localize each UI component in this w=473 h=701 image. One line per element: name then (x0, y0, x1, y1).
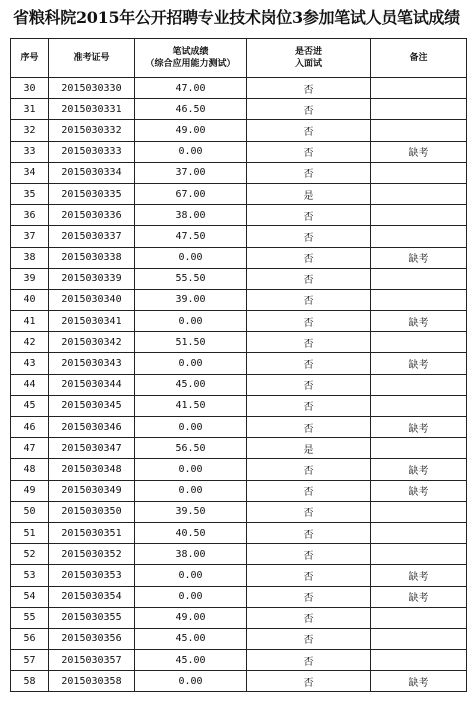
cell-score: 37.00 (135, 162, 247, 183)
table-row (11, 353, 467, 374)
cell-interview: 否 (247, 141, 371, 162)
cell-no: 38 (11, 247, 49, 268)
cell-no: 39 (11, 268, 49, 289)
cell-score: 0.00 (135, 311, 247, 332)
table-row (11, 162, 467, 183)
cell-score: 0.00 (135, 459, 247, 480)
cell-no: 57 (11, 650, 49, 671)
table-row (11, 289, 467, 310)
cell-no: 51 (11, 522, 49, 543)
cell-score: 41.50 (135, 395, 247, 416)
table-row (11, 141, 467, 162)
cell-note: 缺考 (371, 671, 467, 692)
cell-no: 30 (11, 78, 49, 99)
cell-interview: 否 (247, 332, 371, 353)
cell-score: 38.00 (135, 544, 247, 565)
cell-score: 45.00 (135, 374, 247, 395)
cell-interview: 否 (247, 417, 371, 438)
cell-score: 46.50 (135, 99, 247, 120)
cell-score: 47.50 (135, 226, 247, 247)
cell-exam-id: 2015030334 (49, 162, 135, 183)
cell-no: 40 (11, 289, 49, 310)
cell-no: 54 (11, 586, 49, 607)
cell-no: 56 (11, 628, 49, 649)
cell-interview: 否 (247, 353, 371, 374)
cell-interview: 否 (247, 628, 371, 649)
cell-note (371, 374, 467, 395)
cell-no: 36 (11, 205, 49, 226)
cell-exam-id: 2015030332 (49, 120, 135, 141)
cell-note (371, 332, 467, 353)
cell-exam-id: 2015030335 (49, 183, 135, 204)
cell-interview: 否 (247, 226, 371, 247)
cell-exam-id: 2015030336 (49, 205, 135, 226)
cell-score: 39.00 (135, 289, 247, 310)
cell-note: 缺考 (371, 459, 467, 480)
cell-interview: 否 (247, 268, 371, 289)
cell-no: 46 (11, 417, 49, 438)
cell-exam-id: 2015030344 (49, 374, 135, 395)
cell-interview: 否 (247, 374, 371, 395)
cell-note (371, 395, 467, 416)
header-id: 准考证号 (49, 39, 135, 78)
header-pass (247, 39, 371, 78)
table-row (11, 226, 467, 247)
cell-no: 58 (11, 671, 49, 692)
cell-score: 40.50 (135, 522, 247, 543)
cell-no: 43 (11, 353, 49, 374)
page-title: 省粮科院2015年公开招聘专业技术岗位3参加笔试人员笔试成绩 (13, 8, 460, 27)
cell-note (371, 99, 467, 120)
cell-interview: 否 (247, 459, 371, 480)
cell-no: 42 (11, 332, 49, 353)
cell-interview: 否 (247, 522, 371, 543)
cell-note (371, 544, 467, 565)
cell-note: 缺考 (371, 417, 467, 438)
cell-note (371, 501, 467, 522)
cell-exam-id: 2015030347 (49, 438, 135, 459)
cell-no: 34 (11, 162, 49, 183)
cell-interview: 否 (247, 480, 371, 501)
cell-score: 45.00 (135, 628, 247, 649)
table-row (11, 586, 467, 607)
table-row (11, 522, 467, 543)
cell-score: 0.00 (135, 480, 247, 501)
cell-score: 49.00 (135, 607, 247, 628)
cell-exam-id: 2015030345 (49, 395, 135, 416)
cell-exam-id: 2015030333 (49, 141, 135, 162)
results-table (10, 38, 467, 692)
table-row (11, 480, 467, 501)
cell-note (371, 162, 467, 183)
cell-score: 67.00 (135, 183, 247, 204)
cell-no: 41 (11, 311, 49, 332)
table-row (11, 565, 467, 586)
header-score-line2: （综合应用能力测试） (145, 59, 236, 69)
cell-interview: 否 (247, 501, 371, 522)
table-row (11, 311, 467, 332)
cell-score: 39.50 (135, 501, 247, 522)
cell-score: 0.00 (135, 353, 247, 374)
cell-score: 0.00 (135, 586, 247, 607)
table-row (11, 544, 467, 565)
cell-interview: 否 (247, 650, 371, 671)
table-row (11, 332, 467, 353)
cell-no: 44 (11, 374, 49, 395)
cell-interview: 否 (247, 78, 371, 99)
table-row (11, 650, 467, 671)
cell-note (371, 438, 467, 459)
cell-interview: 是 (247, 183, 371, 204)
header-pass-line1: 是否进 (294, 47, 322, 57)
cell-note: 缺考 (371, 311, 467, 332)
cell-exam-id: 2015030352 (49, 544, 135, 565)
cell-note: 缺考 (371, 141, 467, 162)
cell-score: 0.00 (135, 247, 247, 268)
cell-no: 32 (11, 120, 49, 141)
cell-no: 47 (11, 438, 49, 459)
cell-interview: 是 (247, 438, 371, 459)
cell-exam-id: 2015030354 (49, 586, 135, 607)
cell-exam-id: 2015030342 (49, 332, 135, 353)
cell-no: 45 (11, 395, 49, 416)
cell-note: 缺考 (371, 565, 467, 586)
cell-score: 0.00 (135, 671, 247, 692)
table-row (11, 607, 467, 628)
cell-interview: 否 (247, 586, 371, 607)
cell-note (371, 268, 467, 289)
cell-interview: 否 (247, 671, 371, 692)
cell-score: 0.00 (135, 565, 247, 586)
cell-interview: 否 (247, 311, 371, 332)
cell-exam-id: 2015030343 (49, 353, 135, 374)
table-row (11, 628, 467, 649)
header-score-line1: 笔试成绩 (172, 47, 209, 57)
cell-exam-id: 2015030350 (49, 501, 135, 522)
cell-note (371, 607, 467, 628)
cell-no: 48 (11, 459, 49, 480)
cell-note: 缺考 (371, 586, 467, 607)
cell-note (371, 120, 467, 141)
cell-exam-id: 2015030341 (49, 311, 135, 332)
table-row (11, 183, 467, 204)
cell-exam-id: 2015030356 (49, 628, 135, 649)
cell-exam-id: 2015030338 (49, 247, 135, 268)
cell-no: 35 (11, 183, 49, 204)
table-row (11, 501, 467, 522)
header-no: 序号 (11, 39, 49, 78)
cell-exam-id: 2015030348 (49, 459, 135, 480)
cell-interview: 否 (247, 289, 371, 310)
table-row (11, 205, 467, 226)
cell-exam-id: 2015030351 (49, 522, 135, 543)
cell-exam-id: 2015030357 (49, 650, 135, 671)
cell-score: 38.00 (135, 205, 247, 226)
cell-note (371, 650, 467, 671)
cell-no: 50 (11, 501, 49, 522)
cell-score: 47.00 (135, 78, 247, 99)
cell-interview: 否 (247, 99, 371, 120)
cell-no: 53 (11, 565, 49, 586)
table-row (11, 120, 467, 141)
cell-no: 31 (11, 99, 49, 120)
table-row (11, 99, 467, 120)
table-row (11, 78, 467, 99)
header-row (11, 39, 467, 78)
cell-interview: 否 (247, 247, 371, 268)
cell-interview: 否 (247, 162, 371, 183)
cell-exam-id: 2015030355 (49, 607, 135, 628)
cell-interview: 否 (247, 565, 371, 586)
cell-no: 55 (11, 607, 49, 628)
cell-exam-id: 2015030349 (49, 480, 135, 501)
table-row (11, 268, 467, 289)
cell-note: 缺考 (371, 247, 467, 268)
table-row (11, 459, 467, 480)
cell-no: 52 (11, 544, 49, 565)
cell-note (371, 78, 467, 99)
table-row (11, 247, 467, 268)
cell-score: 45.00 (135, 650, 247, 671)
cell-exam-id: 2015030330 (49, 78, 135, 99)
cell-note (371, 205, 467, 226)
header-note: 备注 (371, 39, 467, 78)
table-body (11, 78, 467, 692)
cell-note (371, 628, 467, 649)
cell-note: 缺考 (371, 353, 467, 374)
cell-interview: 否 (247, 395, 371, 416)
cell-no: 49 (11, 480, 49, 501)
cell-no: 33 (11, 141, 49, 162)
cell-note (371, 289, 467, 310)
cell-exam-id: 2015030358 (49, 671, 135, 692)
cell-exam-id: 2015030339 (49, 268, 135, 289)
cell-note (371, 183, 467, 204)
cell-interview: 否 (247, 205, 371, 226)
table-row (11, 374, 467, 395)
cell-interview: 否 (247, 544, 371, 565)
cell-score: 55.50 (135, 268, 247, 289)
table-row (11, 395, 467, 416)
cell-score: 0.00 (135, 141, 247, 162)
cell-exam-id: 2015030353 (49, 565, 135, 586)
cell-exam-id: 2015030331 (49, 99, 135, 120)
cell-score: 56.50 (135, 438, 247, 459)
table-row (11, 671, 467, 692)
cell-no: 37 (11, 226, 49, 247)
cell-exam-id: 2015030337 (49, 226, 135, 247)
cell-note (371, 522, 467, 543)
cell-exam-id: 2015030346 (49, 417, 135, 438)
cell-score: 51.50 (135, 332, 247, 353)
cell-score: 49.00 (135, 120, 247, 141)
cell-note (371, 226, 467, 247)
header-score (135, 39, 247, 78)
header-pass-line2: 入面试 (294, 59, 322, 69)
cell-exam-id: 2015030340 (49, 289, 135, 310)
table-row (11, 438, 467, 459)
cell-interview: 否 (247, 120, 371, 141)
cell-score: 0.00 (135, 417, 247, 438)
cell-interview: 否 (247, 607, 371, 628)
table-row (11, 417, 467, 438)
cell-note: 缺考 (371, 480, 467, 501)
